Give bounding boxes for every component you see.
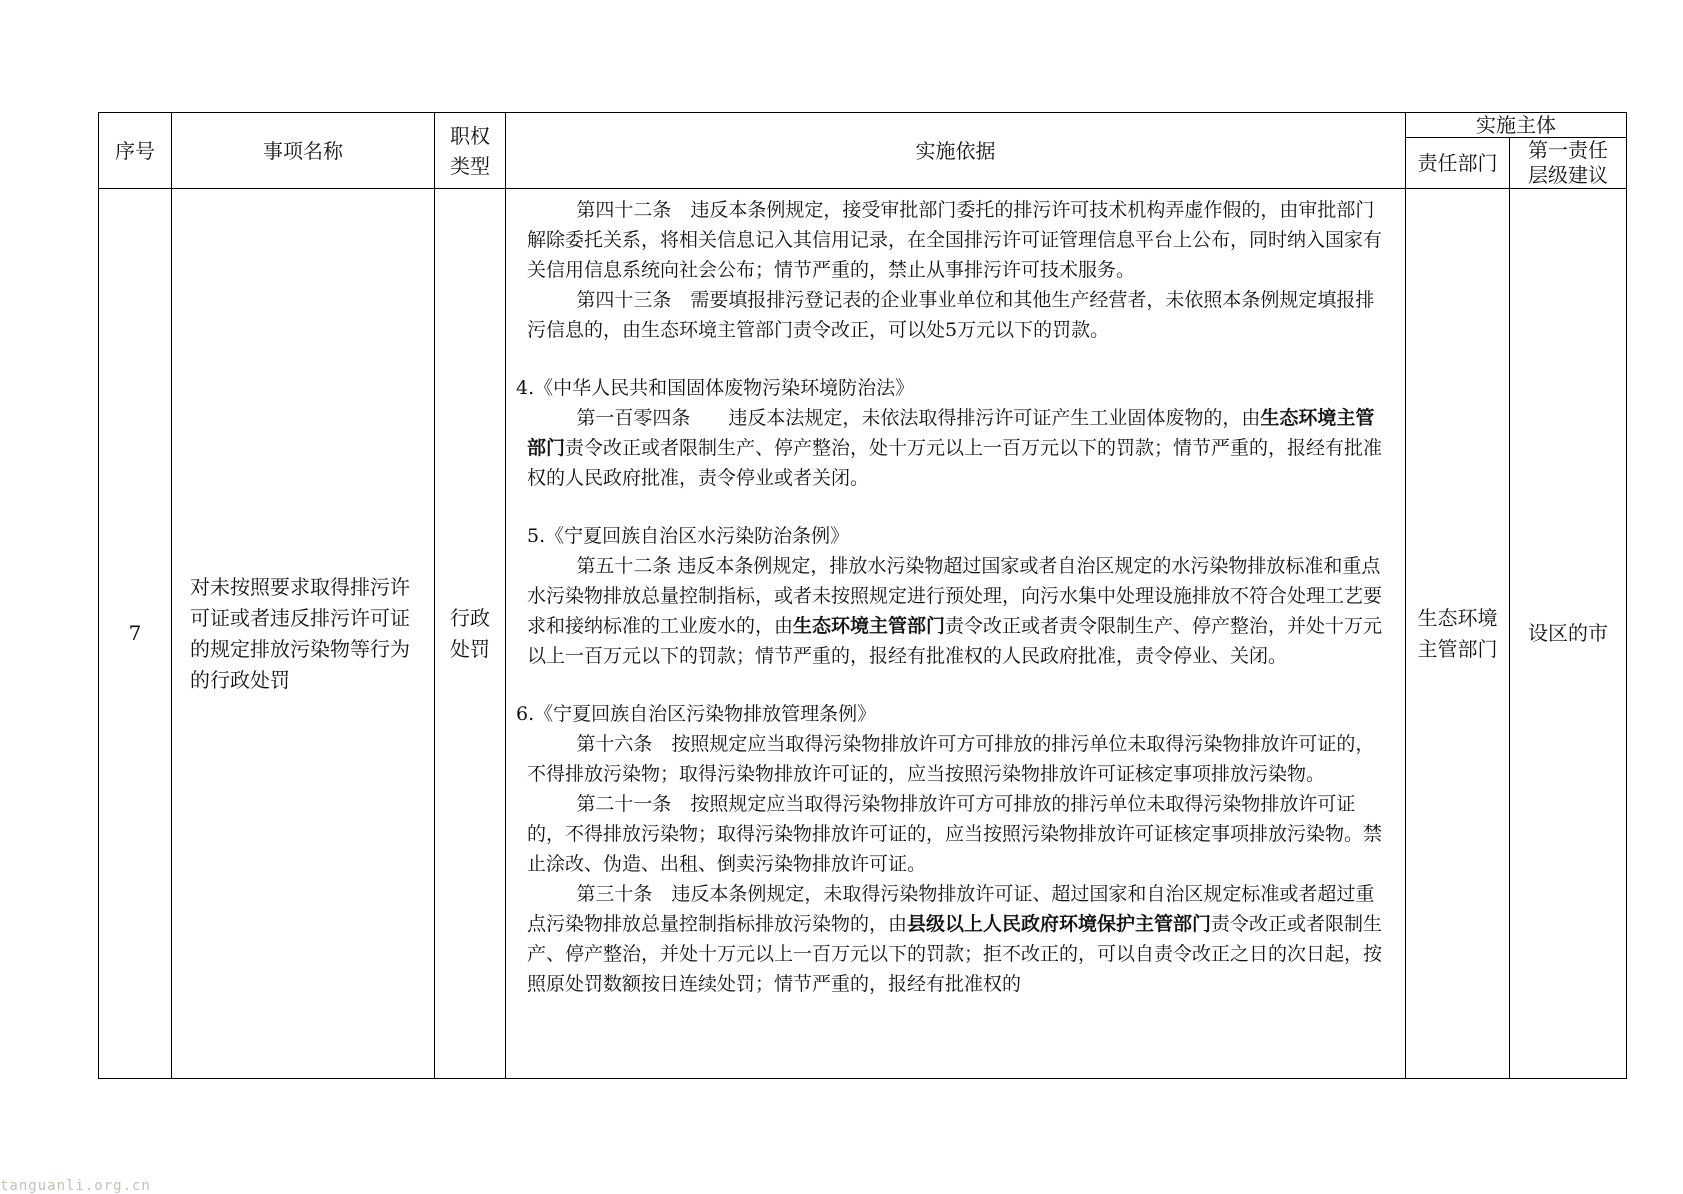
header-row-1 (99, 113, 1627, 138)
law4-text-a: 第一百零四条 违反本法规定，未依法取得排污许可证产生工业固体废物的，由 (576, 407, 1261, 429)
header-power-type: 职权类型 (435, 113, 506, 189)
row-item-name: 对未按照要求取得排污许可证或者违反排污许可证的规定排放污染物等行为的行政处罚 (172, 189, 435, 1079)
table-row (99, 189, 1627, 1079)
watermark: tanguanli.org.cn (0, 1178, 151, 1194)
header-seq: 序号 (99, 113, 172, 189)
law4-title: 4.《中华人民共和国固体废物污染环境防治法》 (516, 377, 915, 399)
header-item-name: 事项名称 (172, 113, 435, 189)
law6-text-a: 第三十条 违反本条例规定，未取得污染物排放许可证、超过国家和自治区规定标准或者超过重点污染物排放总量控制指标排放污染物的，由 (527, 883, 1375, 935)
header-dept: 责任部门 (1406, 138, 1510, 189)
law6-bold-dept: 县级以上人民政府环境保护主管部门 (907, 913, 1212, 935)
law4-text-b: 责令改正或者限制生产、停产整治，处十万元以上一百万元以下的罚款；情节严重的，报经有批准权的人民政府批准，责令停业或者关闭。 (527, 437, 1383, 489)
law4-bold-dept: 生态环境主管部门 (527, 407, 1375, 459)
law4-art104 (516, 403, 1385, 493)
row-seq: 7 (99, 189, 172, 1079)
basis-art42: 第四十二条 违反本条例规定，接受审批部门委托的排污许可技术机构弄虚作假的，由审批部门解除委托关系，将相关信息记入其信用记录，在全国排污许可证管理信息平台上公布，同时纳入国家有关信用信息系统向社会公布；情节严重的，禁止从事排污许可技术服务。 (527, 199, 1383, 281)
law6-art30 (516, 879, 1385, 999)
law6-text-b: 责令改正或者限制生产、停产整治，并处十万元以上一百万元以下的罚款；拒不改正的，可以自责令改正之日的次日起，按照原处罚数额按日连续处罚；情节严重的，报经有批准权的 (527, 913, 1383, 995)
law6-title: 6.《宁夏回族自治区污染物排放管理条例》 (516, 703, 877, 725)
law5-text-b: 责令改正或者责令限制生产、停产整治，并处十万元以上一百万元以下的罚款；情节严重的，报经有批准权的人民政府批准，责令停业、关闭。 (527, 615, 1383, 667)
enforcement-table (98, 112, 1627, 1079)
basis-art43: 第四十三条 需要填报排污登记表的企业事业单位和其他生产经营者，未依照本条例规定填报排污信息的，由生态环境主管部门责令改正，可以处5万元以下的罚款。 (527, 289, 1375, 341)
header-level: 第一责任层级建议 (1510, 138, 1627, 189)
law5-title: 5.《宁夏回族自治区水污染防治条例》 (527, 525, 850, 547)
row-level: 设区的市 (1510, 189, 1627, 1079)
law6-art16: 第十六条 按照规定应当取得污染物排放许可方可排放的排污单位未取得污染物排放许可证的，不得排放污染物；取得污染物排放许可证的，应当按照污染物排放许可证核定事项排放污染物。 (527, 733, 1375, 785)
law5-text-a: 第五十二条 违反本条例规定，排放水污染物超过国家或者自治区规定的水污染物排放标准和重点水污染物排放总量控制指标，或者未按照规定进行预处理，向污水集中处理设施排放不符合处理工艺要求和接纳标准的工业废水的，由 (527, 555, 1383, 637)
row-power-type: 行政处罚 (435, 189, 506, 1079)
row-basis (506, 189, 1406, 1079)
header-basis: 实施依据 (506, 113, 1406, 189)
row-dept: 生态环境主管部门 (1406, 189, 1510, 1079)
law5-bold-dept: 生态环境主管部门 (793, 615, 946, 637)
law6-art21: 第二十一条 按照规定应当取得污染物排放许可方可排放的排污单位未取得污染物排放许可证的，不得排放污染物；取得污染物排放许可证的，应当按照污染物排放许可证核定事项排放污染物。禁止涂改、伪造、出租、倒卖污染物排放许可证。 (527, 793, 1383, 875)
law5-art52 (516, 551, 1385, 671)
header-subject: 实施主体 (1406, 113, 1627, 138)
